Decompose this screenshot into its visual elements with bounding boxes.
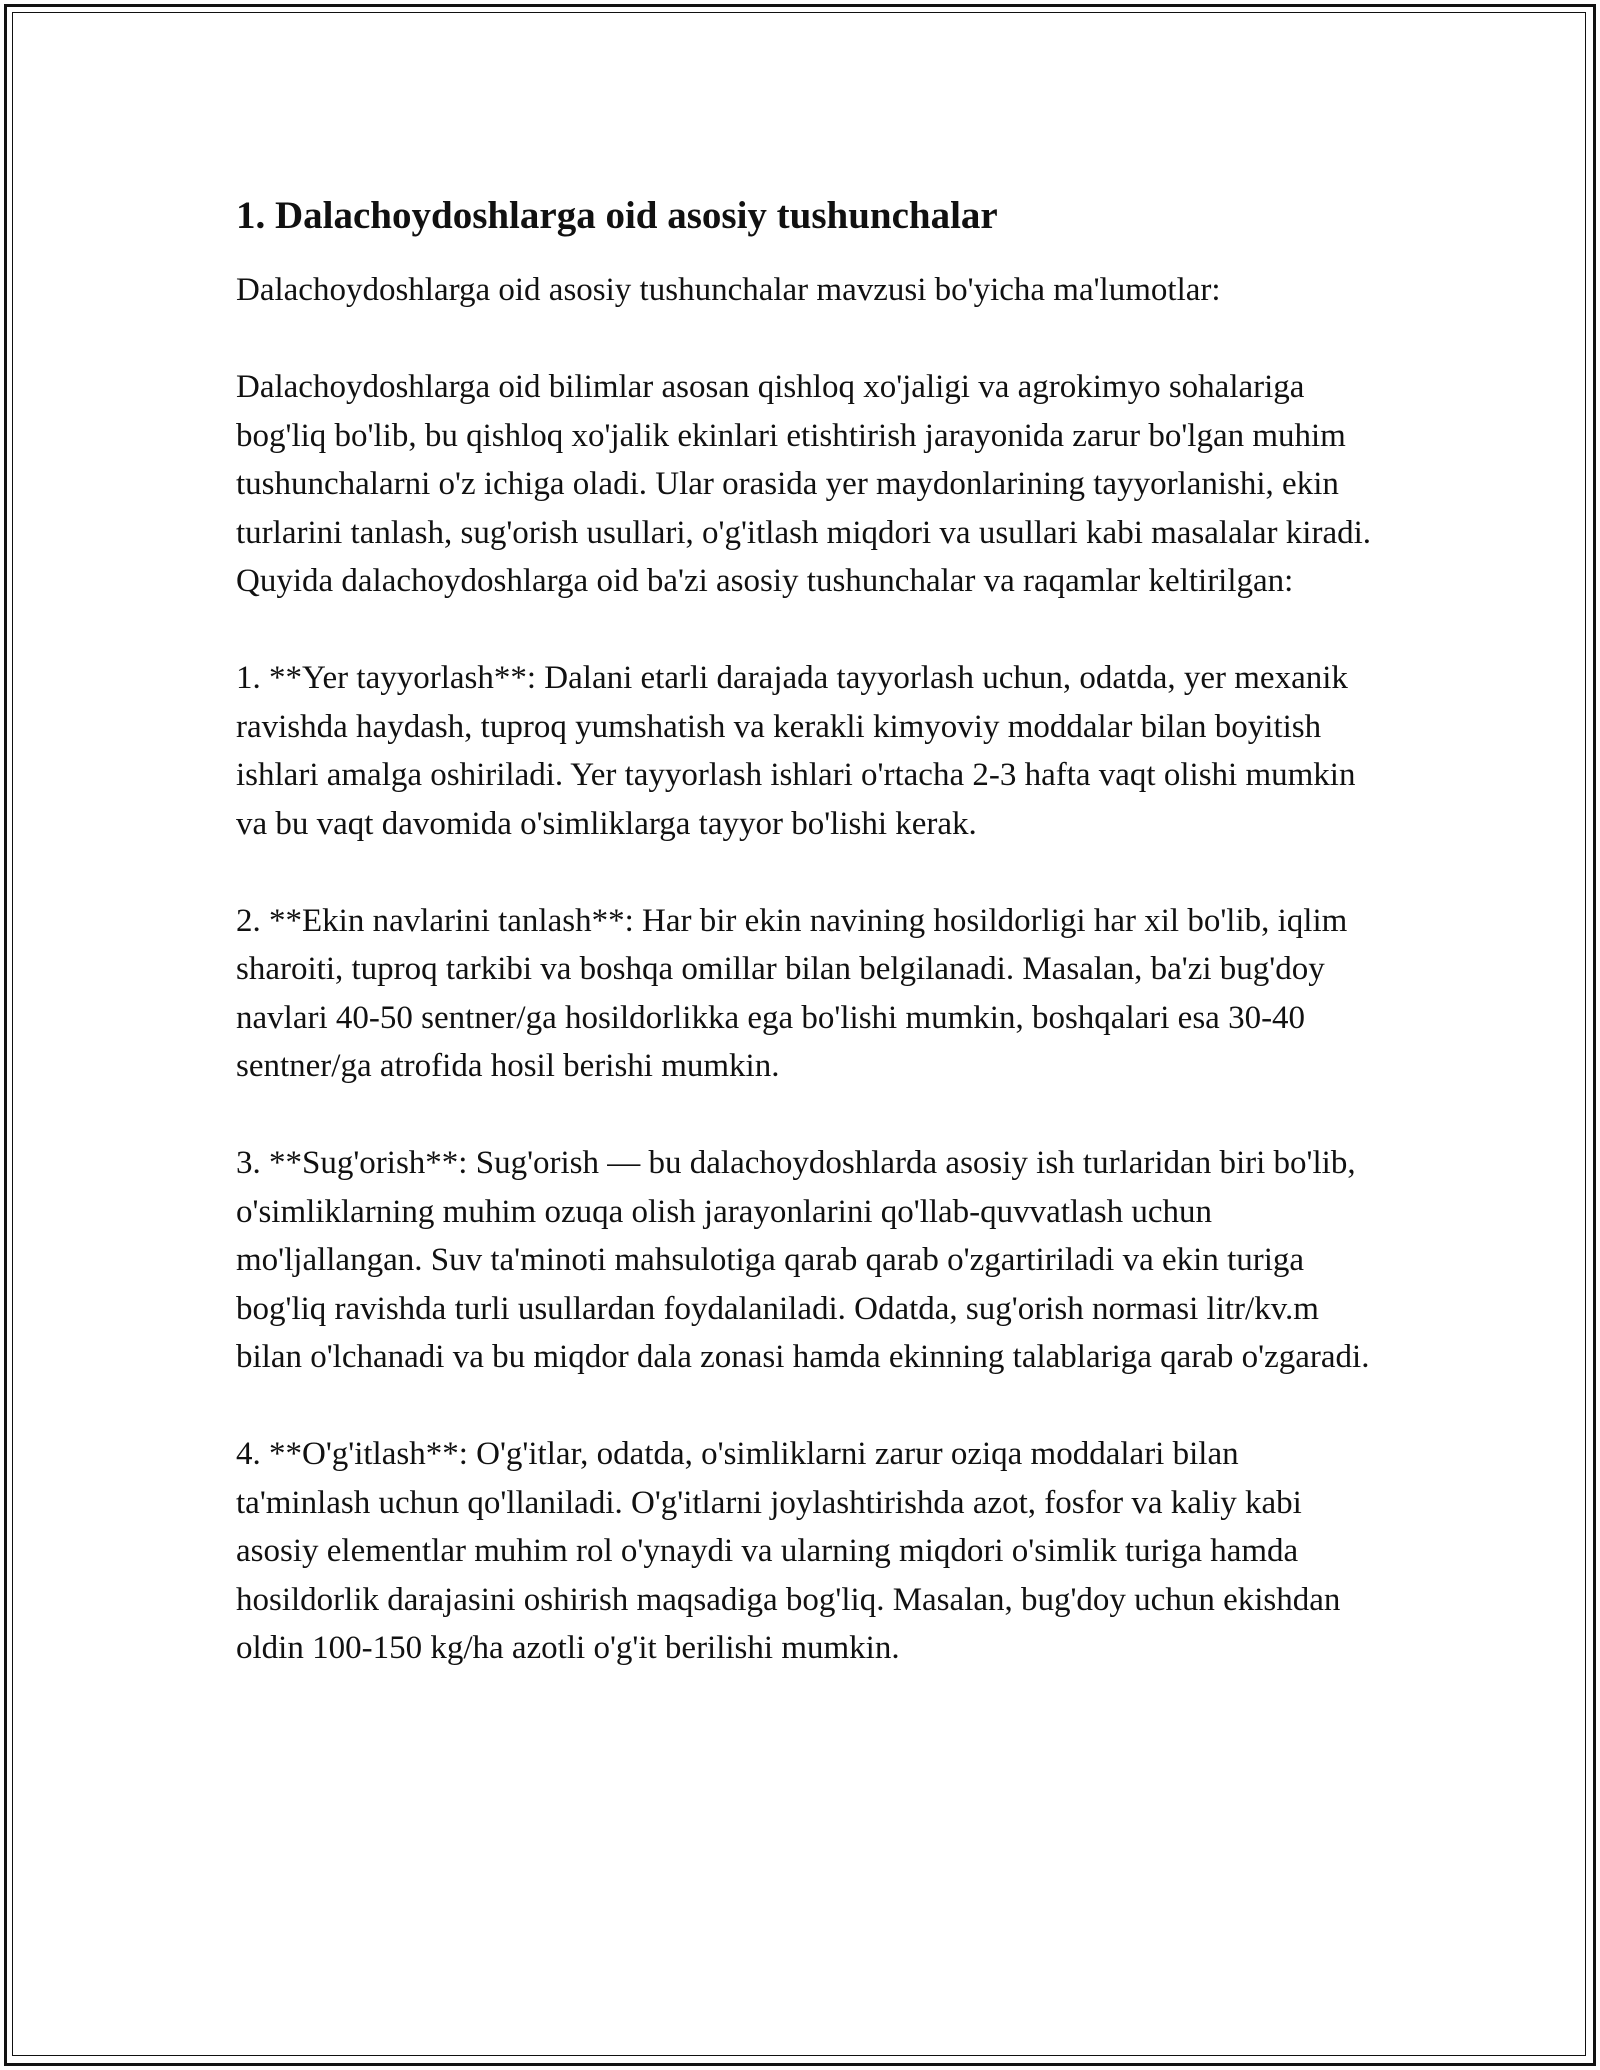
document-body: [236, 190, 1376, 1721]
intro-paragraph: Dalachoydoshlarga oid asosiy tushunchalar mavzusi bo'yicha ma'lumotlar:: [236, 272, 1221, 308]
document-title: 1. Dalachoydoshlarga oid asosiy tushunchalar: [236, 194, 998, 237]
overview-paragraph: Dalachoydoshlarga oid bilimlar asosan qishloq xo'jaligi va agrokimyo sohalariga bog'liq bo'lib, bu qishloq xo'jalik ekinlari etishtirish jarayonida zarur bo'lgan muhim tushunchalarni o'z ichiga oladi. Ular orasida yer maydonlarining tayyorlanishi, ekin turlarini tanlash, sug'orish usullari, o'g'itlash miqdori va usullari kabi masalalar kiradi. Quyida dalachoydoshlarga oid ba'zi asosiy tushunchalar va raqamlar keltirilgan:: [236, 369, 1372, 599]
list-item-yer-tayyorlash: 1. **Yer tayyorlash**: Dalani etarli darajada tayyorlash uchun, odatda, yer mexanik ravishda haydash, tuproq yumshatish va kerakli kimyoviy moddalar bilan boyitish ishlari amalga oshiriladi. Yer tayyorlash ishlari o'rtacha 2-3 hafta vaqt olishi mumkin va bu vaqt davomida o'simliklarga tayyor bo'lishi kerak.: [236, 660, 1356, 842]
list-item-sugorish: 3. **Sug'orish**: Sug'orish — bu dalachoydoshlarda asosiy ish turlaridan biri bo'lib, o'simliklarning muhim ozuqa olish jarayonlarini qo'llab-quvvatlash uchun mo'ljallangan. Suv ta'minoti mahsulotiga qarab qarab o'zgartiriladi va ekin turiga bog'liq ravishda turli usullardan foydalaniladi. Odatda, sug'orish normasi litr/kv.m bilan o'lchanadi va bu miqdor dala zonasi hamda ekinning talablariga qarab o'zgaradi.: [236, 1145, 1370, 1375]
list-item-ekin-navlarini-tanlash: 2. **Ekin navlarini tanlash**: Har bir ekin navining hosildorligi har xil bo'lib, iqlim sharoiti, tuproq tarkibi va boshqa omillar bilan belgilanadi. Masalan, ba'zi bug'doy navlari 40-50 sentner/ga hosildorlikka ega bo'lishi mumkin, boshqalari esa 30-40 sentner/ga atrofida hosil berishi mumkin.: [236, 902, 1348, 1084]
list-item-ogitlash: 4. **O'g'itlash**: O'g'itlar, odatda, o'simliklarni zarur oziqa moddalari bilan ta'minlash uchun qo'llaniladi. O'g'itlarni joylashtirishda azot, fosfor va kaliy kabi asosiy elementlar muhim rol o'ynaydi va ularning miqdori o'simlik turiga hamda hosildorlik darajasini oshirish maqsadiga bog'liq. Masalan, bug'doy uchun ekishdan oldin 100-150 kg/ha azotli o'g'it berilishi mumkin.: [236, 1436, 1341, 1666]
